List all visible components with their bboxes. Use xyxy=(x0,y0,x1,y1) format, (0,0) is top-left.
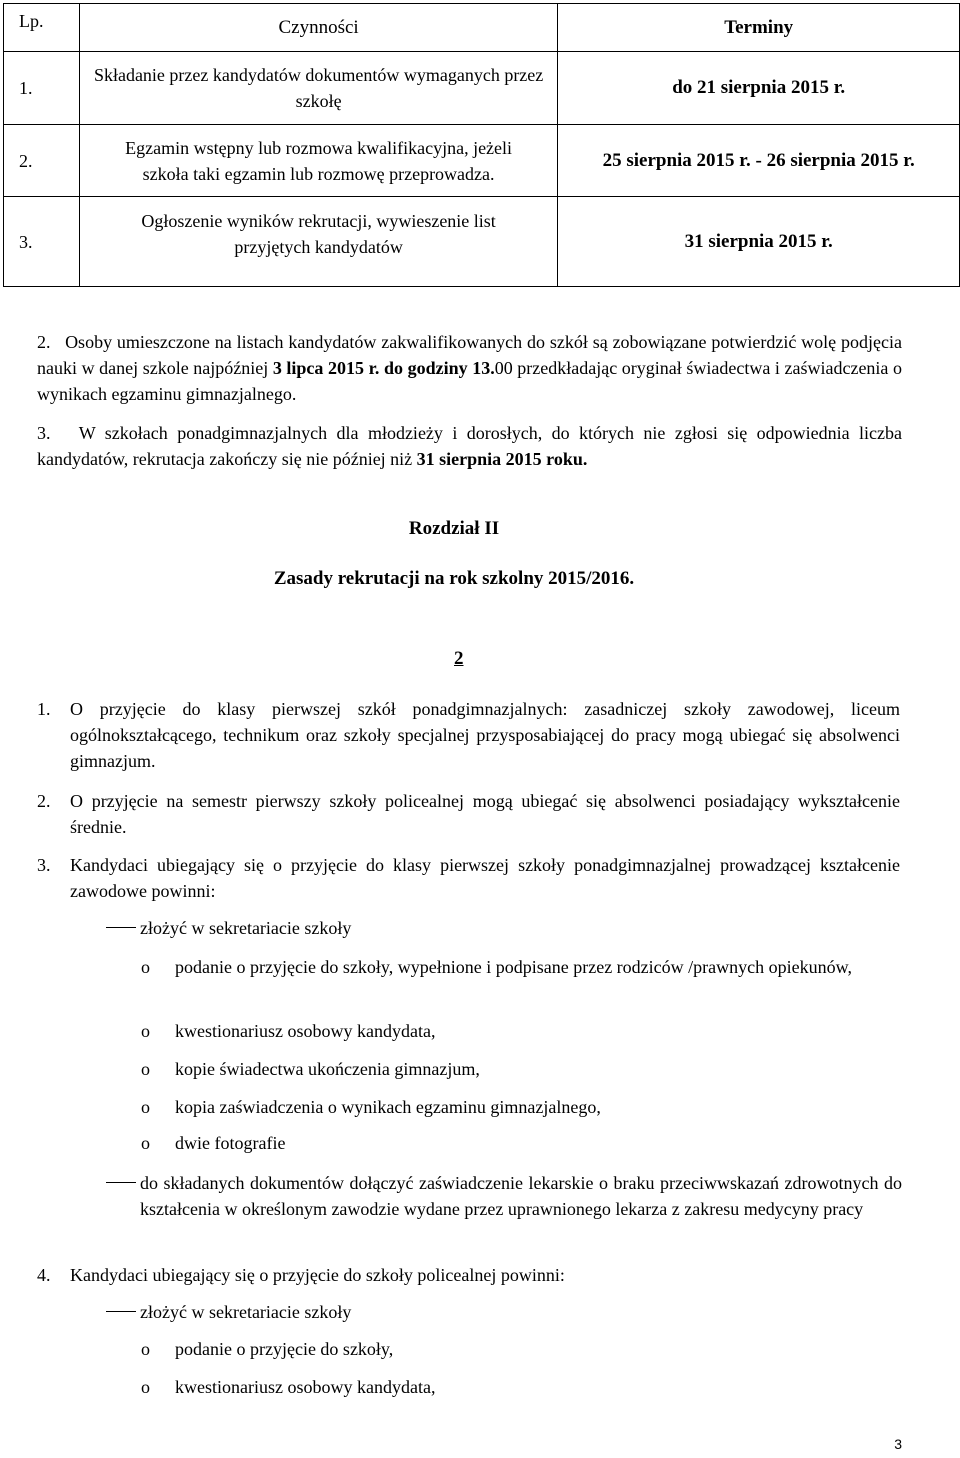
deadline-bold: 3 lipca 2015 r. do godziny 13. xyxy=(272,358,495,378)
bullet-marker: o xyxy=(141,1377,150,1397)
row-term: 31 sierpnia 2015 r. xyxy=(558,197,960,287)
bullet-marker: o xyxy=(141,1021,150,1041)
header-activity: Czynności xyxy=(79,4,557,52)
bullet-item-text: kwestionariusz osobowy kandydata, xyxy=(175,1377,436,1397)
row-lp: 1. xyxy=(4,52,80,125)
paragraph-text: Osoby umieszczone na listach kandydatów zakwalifikowanych do szkół są zobowiązane potwierdzić wolę podjęcia nauki w danej szkole najpóźniej xyxy=(37,332,902,378)
header-lp: Lp. xyxy=(4,4,80,52)
bullet-item-text: kopie świadectwa ukończenia gimnazjum, xyxy=(175,1059,480,1079)
table-row xyxy=(4,125,960,197)
table-header-row xyxy=(4,4,960,52)
section-mark: 2 xyxy=(454,648,464,669)
bullet-marker: o xyxy=(141,1339,150,1359)
item-number: 4. xyxy=(37,1265,51,1285)
paragraph-confirmation xyxy=(37,329,902,407)
row-activity-text: Składanie przez kandydatów dokumentów wymaganych przez szkołę xyxy=(93,65,544,111)
dash-marker xyxy=(106,1311,136,1312)
row-activity xyxy=(79,125,557,197)
item-text: Kandydaci ubiegający się o przyjęcie do szkoły policealnej powinni: xyxy=(70,1265,565,1285)
dash-item-text: złożyć w sekretariacie szkoły xyxy=(140,918,352,938)
paragraph-text-cont: 00 przedkładając oryginał świadectwa i zaświadczenia o wynikach egzaminu gimnazjalnego. xyxy=(37,358,902,404)
row-lp: 3. xyxy=(4,197,80,287)
bullet-item-text: podanie o przyjęcie do szkoły, xyxy=(175,1339,394,1359)
bullet-marker: o xyxy=(141,1097,150,1117)
dash-item-text: do składanych dokumentów dołączyć zaświadczenie lekarskie o braku przeciwwskazań zdrowotnych do kształcenia w określonym zawodzie wydane przez uprawnionego lekarza z zakresu medycyny pracy xyxy=(140,1173,902,1219)
item-text: Kandydaci ubiegający się o przyjęcie do klasy pierwszej szkoły ponadgimnazjalnej prowadzącej kształcenie zawodowe powinni: xyxy=(70,855,900,901)
row-term: 25 sierpnia 2015 r. - 26 sierpnia 2015 r. xyxy=(558,125,960,197)
row-activity-text: Egzamin wstępny lub rozmowa kwalifikacyjna, jeżeli szkoła taki egzamin lub rozmowę przeprowadza. xyxy=(125,137,513,184)
bullet-item-text: kwestionariusz osobowy kandydata, xyxy=(175,1021,436,1041)
chapter-title: Rozdział II xyxy=(408,518,500,539)
dash-marker xyxy=(106,927,136,928)
item-text: O przyjęcie na semestr pierwszy szkoły policealnej mogą ubiegać się absolwenci posiadający wykształcenie średnie. xyxy=(70,791,900,837)
row-activity-text: Ogłoszenie wyników rekrutacji, wywieszenie list przyjętych kandydatów xyxy=(141,210,496,257)
dash-item-text: złożyć w sekretariacie szkoły xyxy=(140,1302,352,1322)
dash-marker xyxy=(106,1182,136,1183)
bullet-item-text: kopia zaświadczenia o wynikach egzaminu gimnazjalnego, xyxy=(175,1097,601,1117)
item-number: 3. xyxy=(37,855,51,875)
bullet-marker: o xyxy=(141,1133,150,1153)
item-number: 2. xyxy=(37,791,51,811)
table-row xyxy=(4,52,960,125)
paragraph-number: 2. xyxy=(37,332,51,352)
chapter-subtitle: Zasady rekrutacji na rok szkolny 2015/2016. xyxy=(273,568,635,589)
header-term: Terminy xyxy=(558,4,960,52)
row-activity xyxy=(79,197,557,287)
paragraph-number: 3. xyxy=(37,423,51,443)
page-number: 3 xyxy=(894,1436,902,1452)
row-term: do 21 sierpnia 2015 r. xyxy=(558,52,960,125)
bullet-marker: o xyxy=(141,957,150,977)
bullet-marker: o xyxy=(141,1059,150,1079)
table-row xyxy=(4,197,960,287)
bullet-item-text: podanie o przyjęcie do szkoły, wypełnione i podpisane przez rodziców /prawnych opiekunów, xyxy=(175,957,852,977)
row-activity xyxy=(79,52,557,125)
deadline-bold: 31 sierpnia 2015 roku. xyxy=(416,449,588,469)
row-lp: 2. xyxy=(4,125,80,197)
item-text: O przyjęcie do klasy pierwszej szkół ponadgimnazjalnych: zasadniczej szkoły zawodowej, liceum ogólnokształcącego, technikum oraz szkoły specjalnej przysposabiającej do pracy mogą ubiegać się absolwenci gimnazjum. xyxy=(70,699,900,771)
paragraph-deadline xyxy=(37,420,902,472)
paragraph-text: W szkołach ponadgimnazjalnych dla młodzieży i dorosłych, do których nie zgłosi się odpowiednia liczba kandydatów, rekrutacja zakończy się nie później niż xyxy=(37,423,902,469)
item-number: 1. xyxy=(37,699,51,719)
bullet-item-text: dwie fotografie xyxy=(175,1133,286,1153)
schedule-table xyxy=(3,3,960,287)
